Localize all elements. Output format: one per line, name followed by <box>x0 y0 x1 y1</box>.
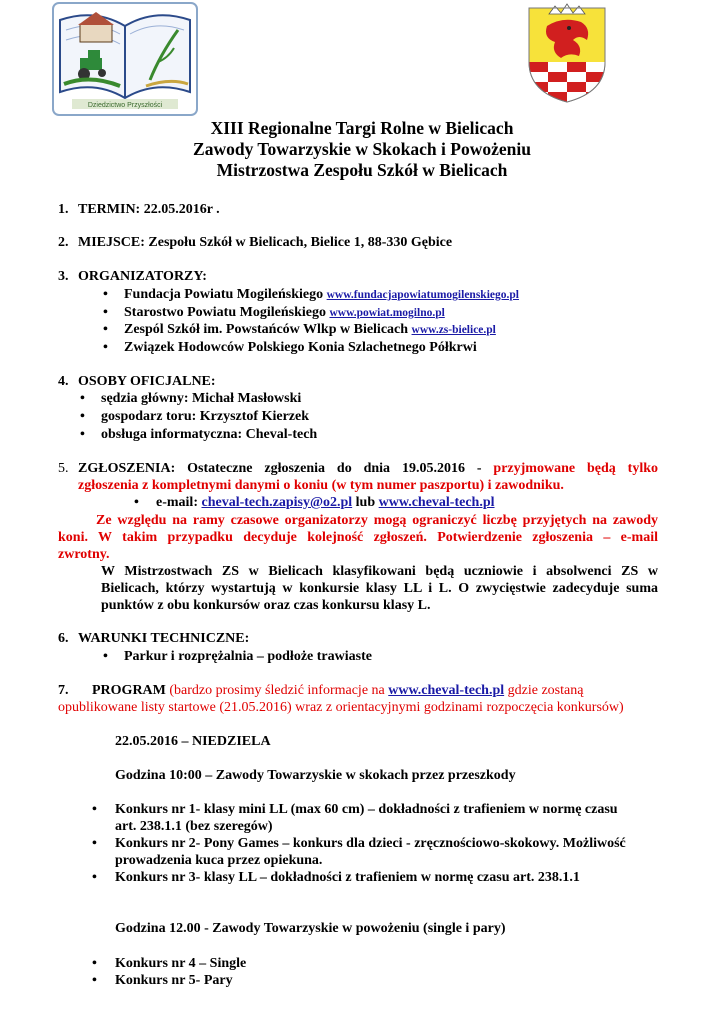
program-website-link[interactable]: www.cheval-tech.pl <box>388 683 505 698</box>
organizer-link[interactable]: www.fundacjapowiatumogilenskiego.pl <box>326 289 519 301</box>
bullet-icon: • <box>92 973 97 988</box>
section-6-number: 6. <box>58 631 69 646</box>
section-7-number: 7. <box>58 683 69 698</box>
section-5-line-2: zgłoszenia z kompletnymi danymi o koniu (w tym numer paszportu) i zawodniku. <box>78 478 564 493</box>
section-3-title: ORGANIZATORZY: <box>78 269 207 284</box>
championship-line-2: Bielicach, którzy wystartują w konkursie klasy LL i L. O zwycięstwie zadecyduje suma <box>101 581 658 596</box>
organizer-item: Starostwo Powiatu Mogileńskiego www.powiat.mogilno.pl <box>124 305 445 320</box>
official-item: sędzia główny: Michał Masłowski <box>101 391 302 406</box>
fundacja-logo <box>50 0 200 118</box>
coat-of-arms-logo <box>525 0 609 104</box>
official-item: obsługa informatyczna: Cheval-tech <box>101 427 318 442</box>
contest-3-line-1: Konkurs nr 3- klasy LL – dokładności z trafieniem w normę czasu art. 238.1.1 <box>115 870 580 885</box>
section-2-miejsce: MIEJSCE: Zespołu Szkół w Bielicach, Bielice 1, 88-330 Gębice <box>78 235 453 250</box>
program-line-2: opublikowane listy startowe (21.05.2016) wraz z orientacyjnymi godzinami rozpoczęcia konkursów) <box>58 700 624 715</box>
email-link[interactable]: cheval-tech.zapisy@o2.pl <box>201 495 353 510</box>
section-3-number: 3. <box>58 269 69 284</box>
section-1-number: 1. <box>58 202 69 217</box>
contest-5: Konkurs nr 5- Pary <box>115 973 233 988</box>
warning-line-1: Ze względu na ramy czasowe organizatorzy mogą ograniczyć liczbę przyjętych na zawody <box>96 513 658 528</box>
title-line-3: Mistrzostwa Zespołu Szkół w Bielicach <box>216 160 508 180</box>
bullet-icon: • <box>92 956 97 971</box>
bullet-icon: • <box>80 391 85 406</box>
program-line-1: PROGRAM (bardzo prosimy śledzić informacje na www.cheval-tech.pl gdzie zostaną <box>92 683 584 698</box>
section-4-number: 4. <box>58 374 69 389</box>
bullet-icon: • <box>103 287 108 302</box>
section-6-title: WARUNKI TECHNICZNE: <box>78 631 250 646</box>
organizer-link[interactable]: www.powiat.mogilno.pl <box>329 307 445 319</box>
block-2-title: Godzina 12.00 - Zawody Towarzyskie w powożeniu (single i pary) <box>115 921 506 936</box>
contact-line: e-mail: cheval-tech.zapisy@o2.pl lub www.cheval-tech.pl <box>156 495 495 510</box>
contest-4: Konkurs nr 4 – Single <box>115 956 247 971</box>
section-1-termin: TERMIN: 22.05.2016r . <box>78 202 220 217</box>
organizer-item: Zespól Szkół im. Powstańców Wlkp w Bielicach www.zs-bielice.pl <box>124 322 496 337</box>
bullet-icon: • <box>103 322 108 337</box>
warning-line-3: zwrotny. <box>58 547 110 562</box>
bullet-icon: • <box>134 495 139 510</box>
bullet-icon: • <box>103 649 108 664</box>
section-2-number: 2. <box>58 235 69 250</box>
logo-left-text: Dziedzictwo Przyszłości <box>87 102 163 109</box>
document-header <box>0 118 724 181</box>
bullet-icon: • <box>80 427 85 442</box>
program-day: 22.05.2016 – NIEDZIELA <box>115 734 271 749</box>
bullet-icon: • <box>92 802 97 817</box>
section-4-title: OSOBY OFICJALNE: <box>78 374 216 389</box>
bullet-icon: • <box>103 305 108 320</box>
bullet-icon: • <box>92 870 97 885</box>
contest-2-line-1: Konkurs nr 2- Pony Games – konkurs dla dzieci - zręcznościowo-skokowy. Możliwość <box>115 836 626 851</box>
organizer-item: Fundacja Powiatu Mogileńskiego www.fundacjapowiatumogilenskiego.pl <box>124 287 519 302</box>
contest-1-line-2: art. 238.1.1 (bez szeregów) <box>115 819 273 834</box>
section-5-number: 5. <box>58 461 69 476</box>
contest-2-line-2: prowadzenia kuca przez opiekuna. <box>115 853 323 868</box>
championship-line-3: punktów z obu konkursów oraz czas konkursu klasy L. <box>101 598 431 613</box>
section-5-line-1: ZGŁOSZENIA: Ostateczne zgłoszenia do dnia 19.05.2016 - przyjmowane będą tylko <box>78 461 658 476</box>
bullet-icon: • <box>80 409 85 424</box>
organizer-link[interactable]: www.zs-bielice.pl <box>411 324 496 336</box>
contest-1-line-1: Konkurs nr 1- klasy mini LL (max 60 cm) – dokładności z trafieniem w normę czasu <box>115 802 618 817</box>
title-line-2: Zawody Towarzyskie w Skokach i Powożeniu <box>193 139 531 159</box>
technical-item: Parkur i rozprężalnia – podłoże trawiaste <box>124 649 372 664</box>
bullet-icon: • <box>103 340 108 355</box>
warning-line-2: koni. W takim przypadku decyduje kolejność zgłoszeń. Potwierdzenie zgłoszenia – e-mail <box>58 530 658 545</box>
bullet-icon: • <box>92 836 97 851</box>
block-1-title: Godzina 10:00 – Zawody Towarzyskie w skokach przez przeszkody <box>115 768 516 783</box>
official-item: gospodarz toru: Krzysztof Kierzek <box>101 409 309 424</box>
title-line-1: XIII Regionalne Targi Rolne w Bielicach <box>210 118 514 138</box>
championship-line-1: W Mistrzostwach ZS w Bielicach klasyfikowani będą uczniowie i absolwenci ZS w <box>101 564 658 579</box>
organizer-item: Związek Hodowców Polskiego Konia Szlachetnego Półkrwi <box>124 340 477 355</box>
website-link[interactable]: www.cheval-tech.pl <box>378 495 495 510</box>
